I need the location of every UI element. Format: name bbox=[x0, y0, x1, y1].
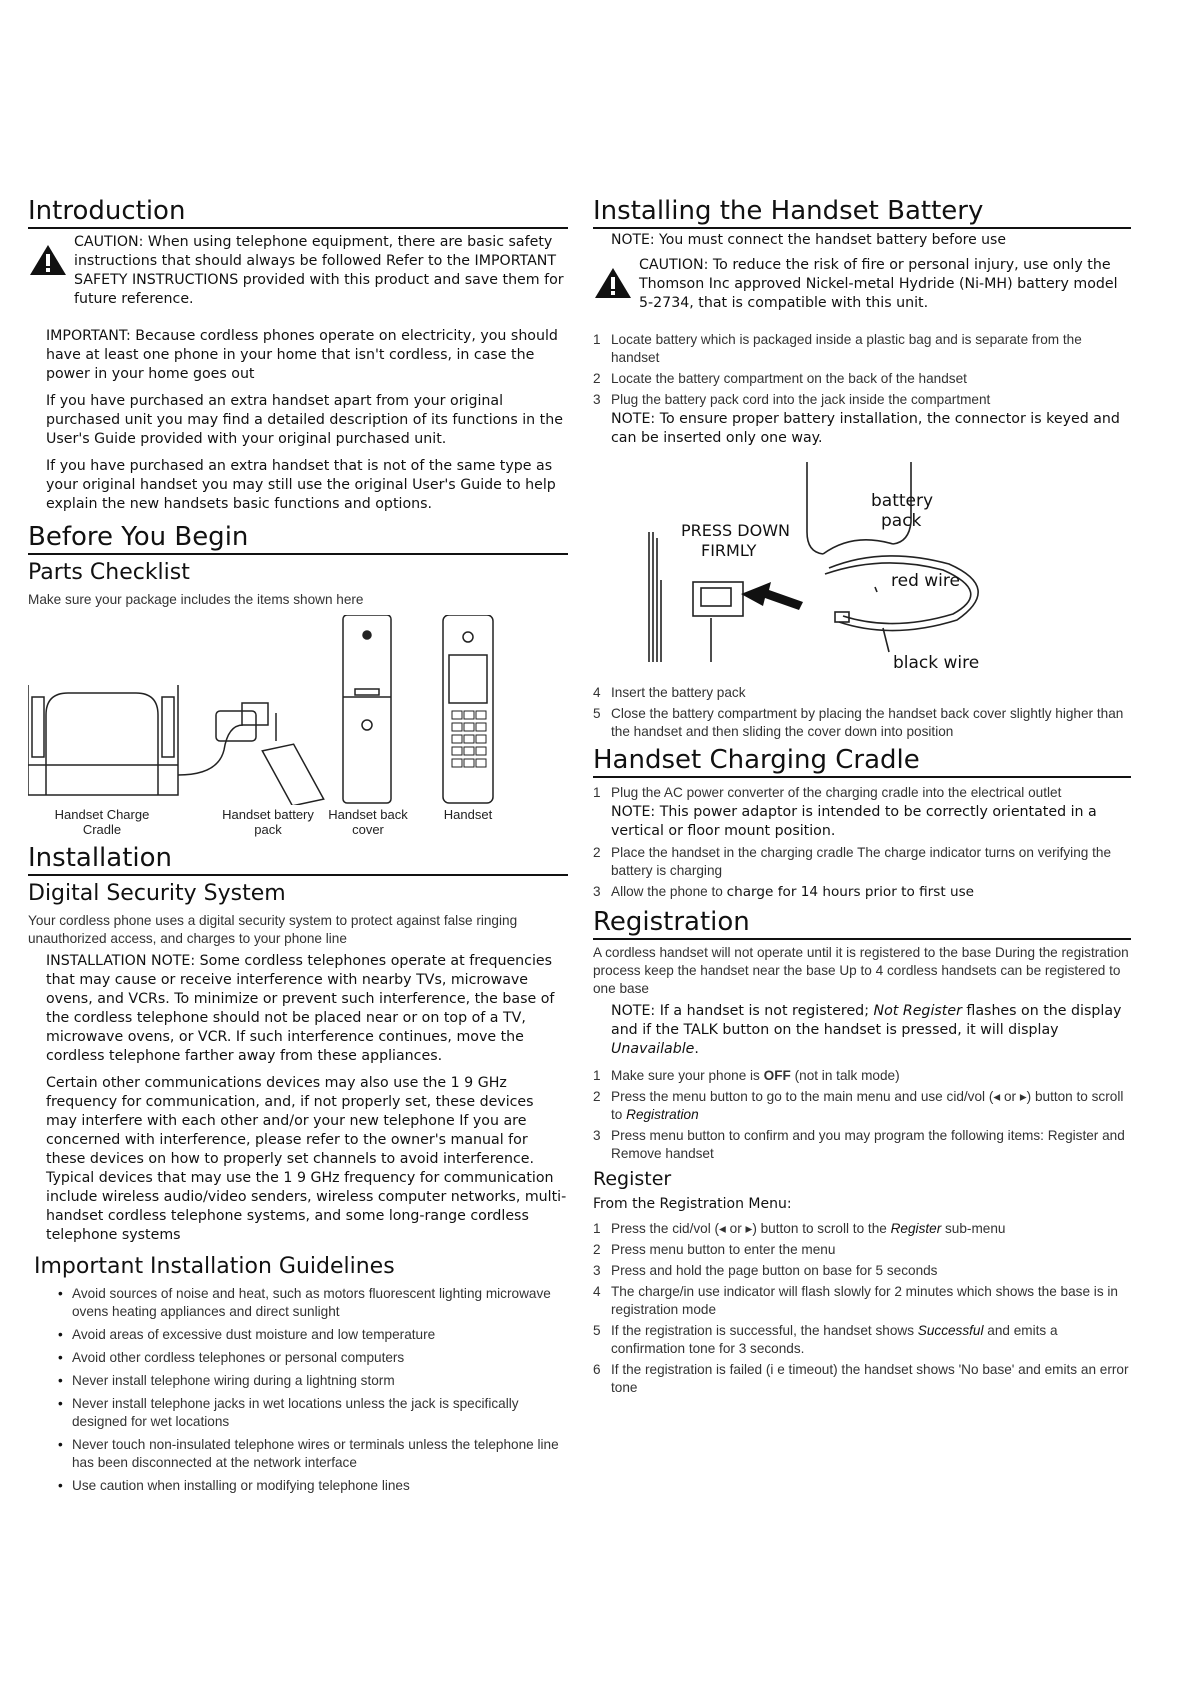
battery-caution-text: CAUTION: To reduce the risk of fire or personal injury, use only the Thomson Inc approved Nickel-metal Hydride (Ni-MH) battery model 5-2734, that is compatible with this unit. bbox=[639, 257, 1118, 311]
parts-drawing bbox=[28, 615, 568, 805]
pack-label: pack bbox=[881, 511, 922, 531]
list-item: 4 The charge/in use indicator will flash slowly for 2 minutes which shows the base is in registration mode bbox=[593, 1284, 1118, 1317]
red-wire-label: red wire bbox=[891, 571, 960, 591]
list-item: • Use caution when installing or modifying telephone lines bbox=[58, 1477, 568, 1495]
list-item: 4 Insert the battery pack bbox=[593, 685, 746, 700]
list-item: 1 Make sure your phone is OFF (not in talk mode) bbox=[593, 1068, 900, 1083]
register-heading: Register bbox=[593, 1168, 672, 1190]
intro-caution bbox=[28, 233, 568, 317]
back-cover-drawing bbox=[343, 615, 391, 803]
list-item: 5 If the registration is successful, the handset shows Successful and emits a confirmation tone for 3 seconds. bbox=[593, 1323, 1058, 1356]
introduction-heading: Introduction bbox=[28, 196, 568, 229]
parts-intro: Make sure your package includes the items shown here bbox=[28, 592, 364, 607]
arrow-icon bbox=[741, 582, 803, 610]
warning-icon bbox=[593, 256, 639, 304]
battery-label: battery bbox=[871, 491, 934, 511]
battery-diagram-drawing bbox=[593, 462, 1131, 672]
registration-steps bbox=[593, 1067, 1131, 1163]
battery-diagram bbox=[593, 462, 1131, 672]
list-item: 6 If the registration is failed (i e timeout) the handset shows 'No base' and emits an error tone bbox=[593, 1362, 1129, 1395]
adaptor-note: NOTE: This power adaptor is intended to be correctly orientated in a vertical or floor mount position. bbox=[611, 804, 1097, 839]
intro-para1: If you have purchased an extra handset apart from your original purchased unit you may find a detailed description of its functions in the User's Guide provided with your original purchased unit. bbox=[46, 393, 563, 447]
cradle-steps bbox=[593, 784, 1131, 901]
firmly-label: FIRMLY bbox=[701, 541, 757, 560]
cradle-drawing bbox=[28, 685, 243, 795]
list-item: • Avoid other cordless telephones or personal computers bbox=[58, 1349, 568, 1367]
list-item: 2 Locate the battery compartment on the back of the handset bbox=[593, 371, 967, 386]
press-down-label: PRESS DOWN bbox=[681, 521, 790, 540]
list-item: 3 Press and hold the page button on base for 5 seconds bbox=[593, 1263, 938, 1278]
intro-caution-text: CAUTION: When using telephone equipment, there are basic safety instructions that should always be followed Refer to the IMPORTANT SAFETY INSTRUCTIONS provided with this product and save them for future reference. bbox=[74, 234, 564, 307]
digital-security-heading: Digital Security System bbox=[28, 881, 286, 906]
label-charge-cradle: Handset Charge Cradle bbox=[54, 807, 150, 837]
installation-heading: Installation bbox=[28, 843, 568, 876]
right-column bbox=[593, 196, 1131, 1401]
list-item: • Never install telephone wiring during a lightning storm bbox=[58, 1372, 568, 1390]
list-item: • Never touch non-insulated telephone wires or terminals unless the telephone line has been disconnected at the network interface bbox=[58, 1436, 568, 1472]
intro-para2: If you have purchased an extra handset that is not of the same type as your original handset you may still use the original User's Guide to help explain the new handsets basic functions and options. bbox=[46, 458, 556, 512]
battery-caution bbox=[593, 256, 1131, 321]
list-item: 1 Press the cid/vol (◂ or ▸) button to scroll to the Register sub-menu bbox=[593, 1221, 1006, 1236]
list-item: • Avoid sources of noise and heat, such as motors fluorescent lighting microwave ovens heating appliances and direct sunlight bbox=[58, 1285, 568, 1321]
register-steps bbox=[593, 1220, 1131, 1397]
parts-illustration bbox=[28, 615, 568, 835]
before-you-begin-heading: Before You Begin bbox=[28, 522, 568, 555]
list-item: 3 Plug the battery pack cord into the jack inside the compartment NOTE: To ensure proper battery installation, the connector is keyed and can be inserted only one way. bbox=[593, 391, 1131, 448]
guidelines-list bbox=[28, 1285, 568, 1495]
list-item: 1 Plug the AC power converter of the charging cradle into the electrical outlet NOTE: This power adaptor is intended to be correctly orientated in a vertical or floor mount position. bbox=[593, 784, 1131, 841]
list-item: • Avoid areas of excessive dust moisture and low temperature bbox=[58, 1326, 568, 1344]
list-item: 2 Press menu button to enter the menu bbox=[593, 1242, 836, 1257]
left-column bbox=[28, 196, 568, 1500]
list-item: 2 Press the menu button to go to the main menu and use cid/vol (◂ or ▸) button to scroll to Registration bbox=[593, 1089, 1124, 1122]
connector-note: NOTE: To ensure proper battery installation, the connector is keyed and can be inserted only one way. bbox=[611, 411, 1120, 446]
registration-note: NOTE: If a handset is not registered; Not Register flashes on the display and if the TALK button on the handset is pressed, it will display Unavailable. bbox=[611, 1003, 1122, 1057]
black-wire-label: black wire bbox=[893, 653, 980, 672]
battery-steps bbox=[593, 331, 1131, 448]
battery-note: NOTE: You must connect the handset battery before use bbox=[611, 232, 1006, 248]
charging-cradle-heading: Handset Charging Cradle bbox=[593, 745, 1131, 778]
interference-note: Certain other communications devices may also use the 1 9 GHz frequency for communication, and, if not properly set, these devices may interfere with each other and/or your new telephone If you are concerned with interference, please refer to the owner's manual for these devices on how to properly set channels to avoid interference. Typical devices that may use the 1 9 GHz frequency for communication include wireless audio/video senders, wireless computer networks, multi-handset cordless telephone systems, and some long-range cordless telephone systems bbox=[46, 1075, 567, 1243]
list-item: 2 Place the handset in the charging cradle The charge indicator turns on verifying the battery is charging bbox=[593, 845, 1112, 878]
list-item: 3 Allow the phone to charge for 14 hours prior to first use bbox=[593, 884, 975, 900]
registration-heading: Registration bbox=[593, 907, 1131, 940]
parts-checklist-heading: Parts Checklist bbox=[28, 560, 190, 585]
label-battery-pack: Handset battery pack bbox=[222, 807, 314, 837]
security-intro: Your cordless phone uses a digital security system to protect against false ringing unauthorized access, and charges to your phone line bbox=[28, 913, 518, 946]
installation-note: INSTALLATION NOTE: Some cordless telephones operate at frequencies that may cause or receive interference with nearby TVs, microwave ovens, and VCRs. To minimize or prevent such interference, the base of the cordless telephone should not be placed near or on top of a TV, microwave ovens, or VCR. If such interference continues, move the cordless telephone farther away from these appliances. bbox=[46, 953, 555, 1064]
list-item: • Never install telephone jacks in wet locations unless the jack is specifically designed for wet locations bbox=[58, 1395, 568, 1431]
battery-drawing bbox=[216, 703, 324, 805]
intro-important: IMPORTANT: Because cordless phones operate on electricity, you should have at least one phone in your home that isn't cordless, in case the power in your home goes out bbox=[46, 328, 558, 382]
guidelines-heading: Important Installation Guidelines bbox=[34, 1254, 395, 1279]
warning-icon bbox=[28, 233, 74, 281]
battery-heading: Installing the Handset Battery bbox=[593, 196, 1131, 229]
handset-drawing bbox=[443, 615, 493, 803]
battery-steps-2 bbox=[593, 684, 1131, 741]
from-registration-menu: From the Registration Menu: bbox=[593, 1196, 792, 1212]
registration-intro: A cordless handset will not operate until it is registered to the base During the registration process keep the handset near the base Up to 4 cordless handsets can be registered to one base bbox=[593, 945, 1129, 996]
list-item: 3 Press menu button to confirm and you may program the following items: Register and Remove handset bbox=[593, 1128, 1125, 1161]
list-item: 1 Locate battery which is packaged inside a plastic bag and is separate from the handset bbox=[593, 332, 1082, 365]
label-handset: Handset bbox=[443, 807, 493, 822]
list-item: 5 Close the battery compartment by placing the handset back cover slightly higher than the handset and then sliding the cover down into position bbox=[593, 706, 1124, 739]
label-back-cover: Handset back cover bbox=[328, 807, 408, 837]
